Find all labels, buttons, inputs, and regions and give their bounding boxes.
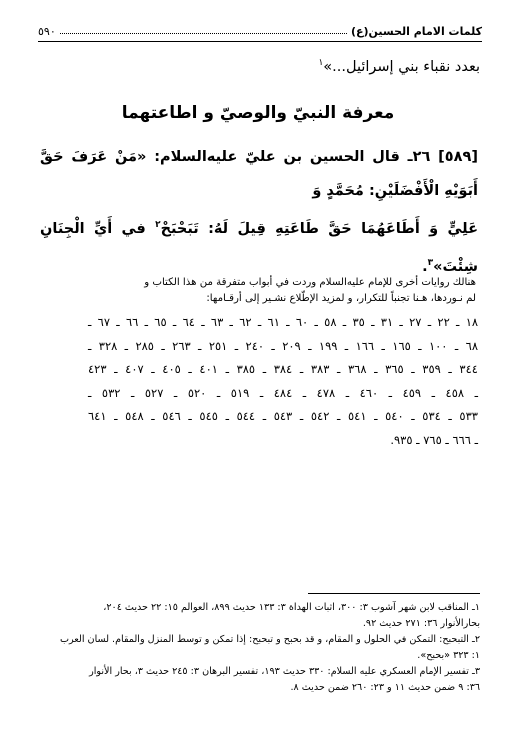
- reference-numbers-line: ١٨ ـ ٢٢ ـ ٢٧ ـ ٣١ ـ ٣٥ ـ ٥٨ ـ ٦٠ ـ ٦١ ـ ٦٢ ـ ٦٣ ـ ٦٤ ـ ٦٥ ـ ٦٦ ـ ٦٧ ـ: [88, 315, 479, 329]
- note-line-2: لم نـوردها، هـنا تجنباً للتكرار، و لمزيد الإطّلاع نشـير إلى أرقـامها:: [206, 293, 476, 304]
- continuation-line: بعدد نقباء بني إسرائيل...»: [323, 58, 480, 75]
- header-dotted-leader: [60, 33, 347, 34]
- hadith-text: [40, 140, 478, 284]
- reference-numbers-line: ٥٣٣ ـ ٥٣٤ ـ ٥٤٠ ـ ٥٤١ ـ ٥٤٢ ـ ٥٤٣ ـ ٥٤٤ ـ ٥٤٥ ـ ٥٤٦ ـ ٥٤٨ ـ ٦٤١: [88, 409, 478, 423]
- footnote-1-line-2: بحارالأنوار ٣٦: ٢٧١ حديث ٩٢.: [362, 618, 480, 629]
- running-header: [38, 17, 482, 42]
- hadith-line-1: [٥٨٩] ٢٦ـ قال الحسين بن عليّ عليه‌السلام: «مَنْ عَرَفَ حَقَّ أَبَوَيْهِ الْأَفْضَلَيْنِ: مُحَمَّدٍ وَ: [40, 149, 478, 199]
- footnote-separator: [308, 593, 480, 594]
- footnote-1-line-1: ١ـ المناقب لابن شهر آشوب ٣: ٣٠٠، اثبات الهداة ٣: ١٣٣ حديث ٨٩٩، العوالم ١٥: ٢٢ حديث ٢٠٤،: [103, 602, 480, 613]
- reference-numbers-line: ـ ٦٦٦ ـ ٧٦٥ ـ ٩٣٥.: [390, 432, 478, 447]
- footnote-ref-2: ٢: [155, 220, 161, 230]
- hadith-line-2: [40, 208, 478, 284]
- book-title: كلمات الامام الحسين(ع): [350, 25, 482, 38]
- reference-number-list: [88, 311, 478, 452]
- footnote-2-line-2: ١: ٣٢٣ «بحبح».: [417, 650, 480, 661]
- page-number: ٥٩٠: [38, 25, 56, 38]
- note-line-1: هنالك روايات أخرى للإمام عليه‌السلام وردت في أبواب متفرقة من هذا الكتاب و: [144, 277, 476, 288]
- footnote-ref-1: ١: [318, 58, 324, 68]
- hadith-line-2-end: .: [422, 258, 428, 275]
- related-narrations-note: [88, 275, 476, 307]
- hadith-line-2-part-a: عَلِيٍّ وَ أَطَاعَهُمَا حَقَّ طَاعَتِهِ قِيلَ لَهُ: تَبَحْبَحْ: [160, 220, 478, 237]
- reference-numbers-line: ٦٨ ـ ١٠٠ ـ ١٦٥ ـ ١٦٦ ـ ١٩٩ ـ ٢٠٩ ـ ٢٤٠ ـ ٢٥١ ـ ٢٦٣ ـ ٢٨٥ ـ ٣٢٨ ـ: [88, 338, 478, 353]
- footnotes: [34, 600, 480, 696]
- reference-numbers-line: ـ ٤٥٨ ـ ٤٥٩ ـ ٤٦٠ ـ ٤٧٨ ـ ٤٨٤ ـ ٥١٩ ـ ٥٢٠ ـ ٥٢٧ ـ ٥٣٢ ـ: [88, 385, 478, 400]
- footnote-2-line-1: ٢ـ التبحبح: التمكن في الحلول و المقام، و قد بحبح و تبحبح: إذا تمكن و توسط المنزل والمقام. لسان العرب: [59, 634, 480, 645]
- continuation-text: [318, 58, 480, 75]
- footnote-3-line-1: ٣ـ تفسير الإمام العسكري عليه السلام: ٣٣٠ حديث ١٩٣، تفسير البرهان ٣: ٢٤٥ حديث ٣، بحار الأنوار: [89, 666, 480, 677]
- footnote-ref-3: ٣: [427, 257, 434, 268]
- section-heading: معرفة النبيّ والوصيّ و اطاعتهما: [121, 103, 395, 123]
- hadith-line-2-part-b: في أَيِّ الْجِنَانِ شِئْتَ»: [40, 220, 478, 275]
- reference-numbers-line: ٣٤٤ ـ ٣٥٩ ـ ٣٦٥ ـ ٣٦٨ ـ ٣٨٣ ـ ٣٨٤ ـ ٣٨٥ ـ ٤٠١ ـ ٤٠٥ ـ ٤٠٧ ـ ٤٢٣: [88, 362, 478, 376]
- footnote-3-line-2: ٣٦: ٩ ضمن حديث ١١ و ٢٣: ٢٦٠ ضمن حديث ٨.: [290, 682, 480, 693]
